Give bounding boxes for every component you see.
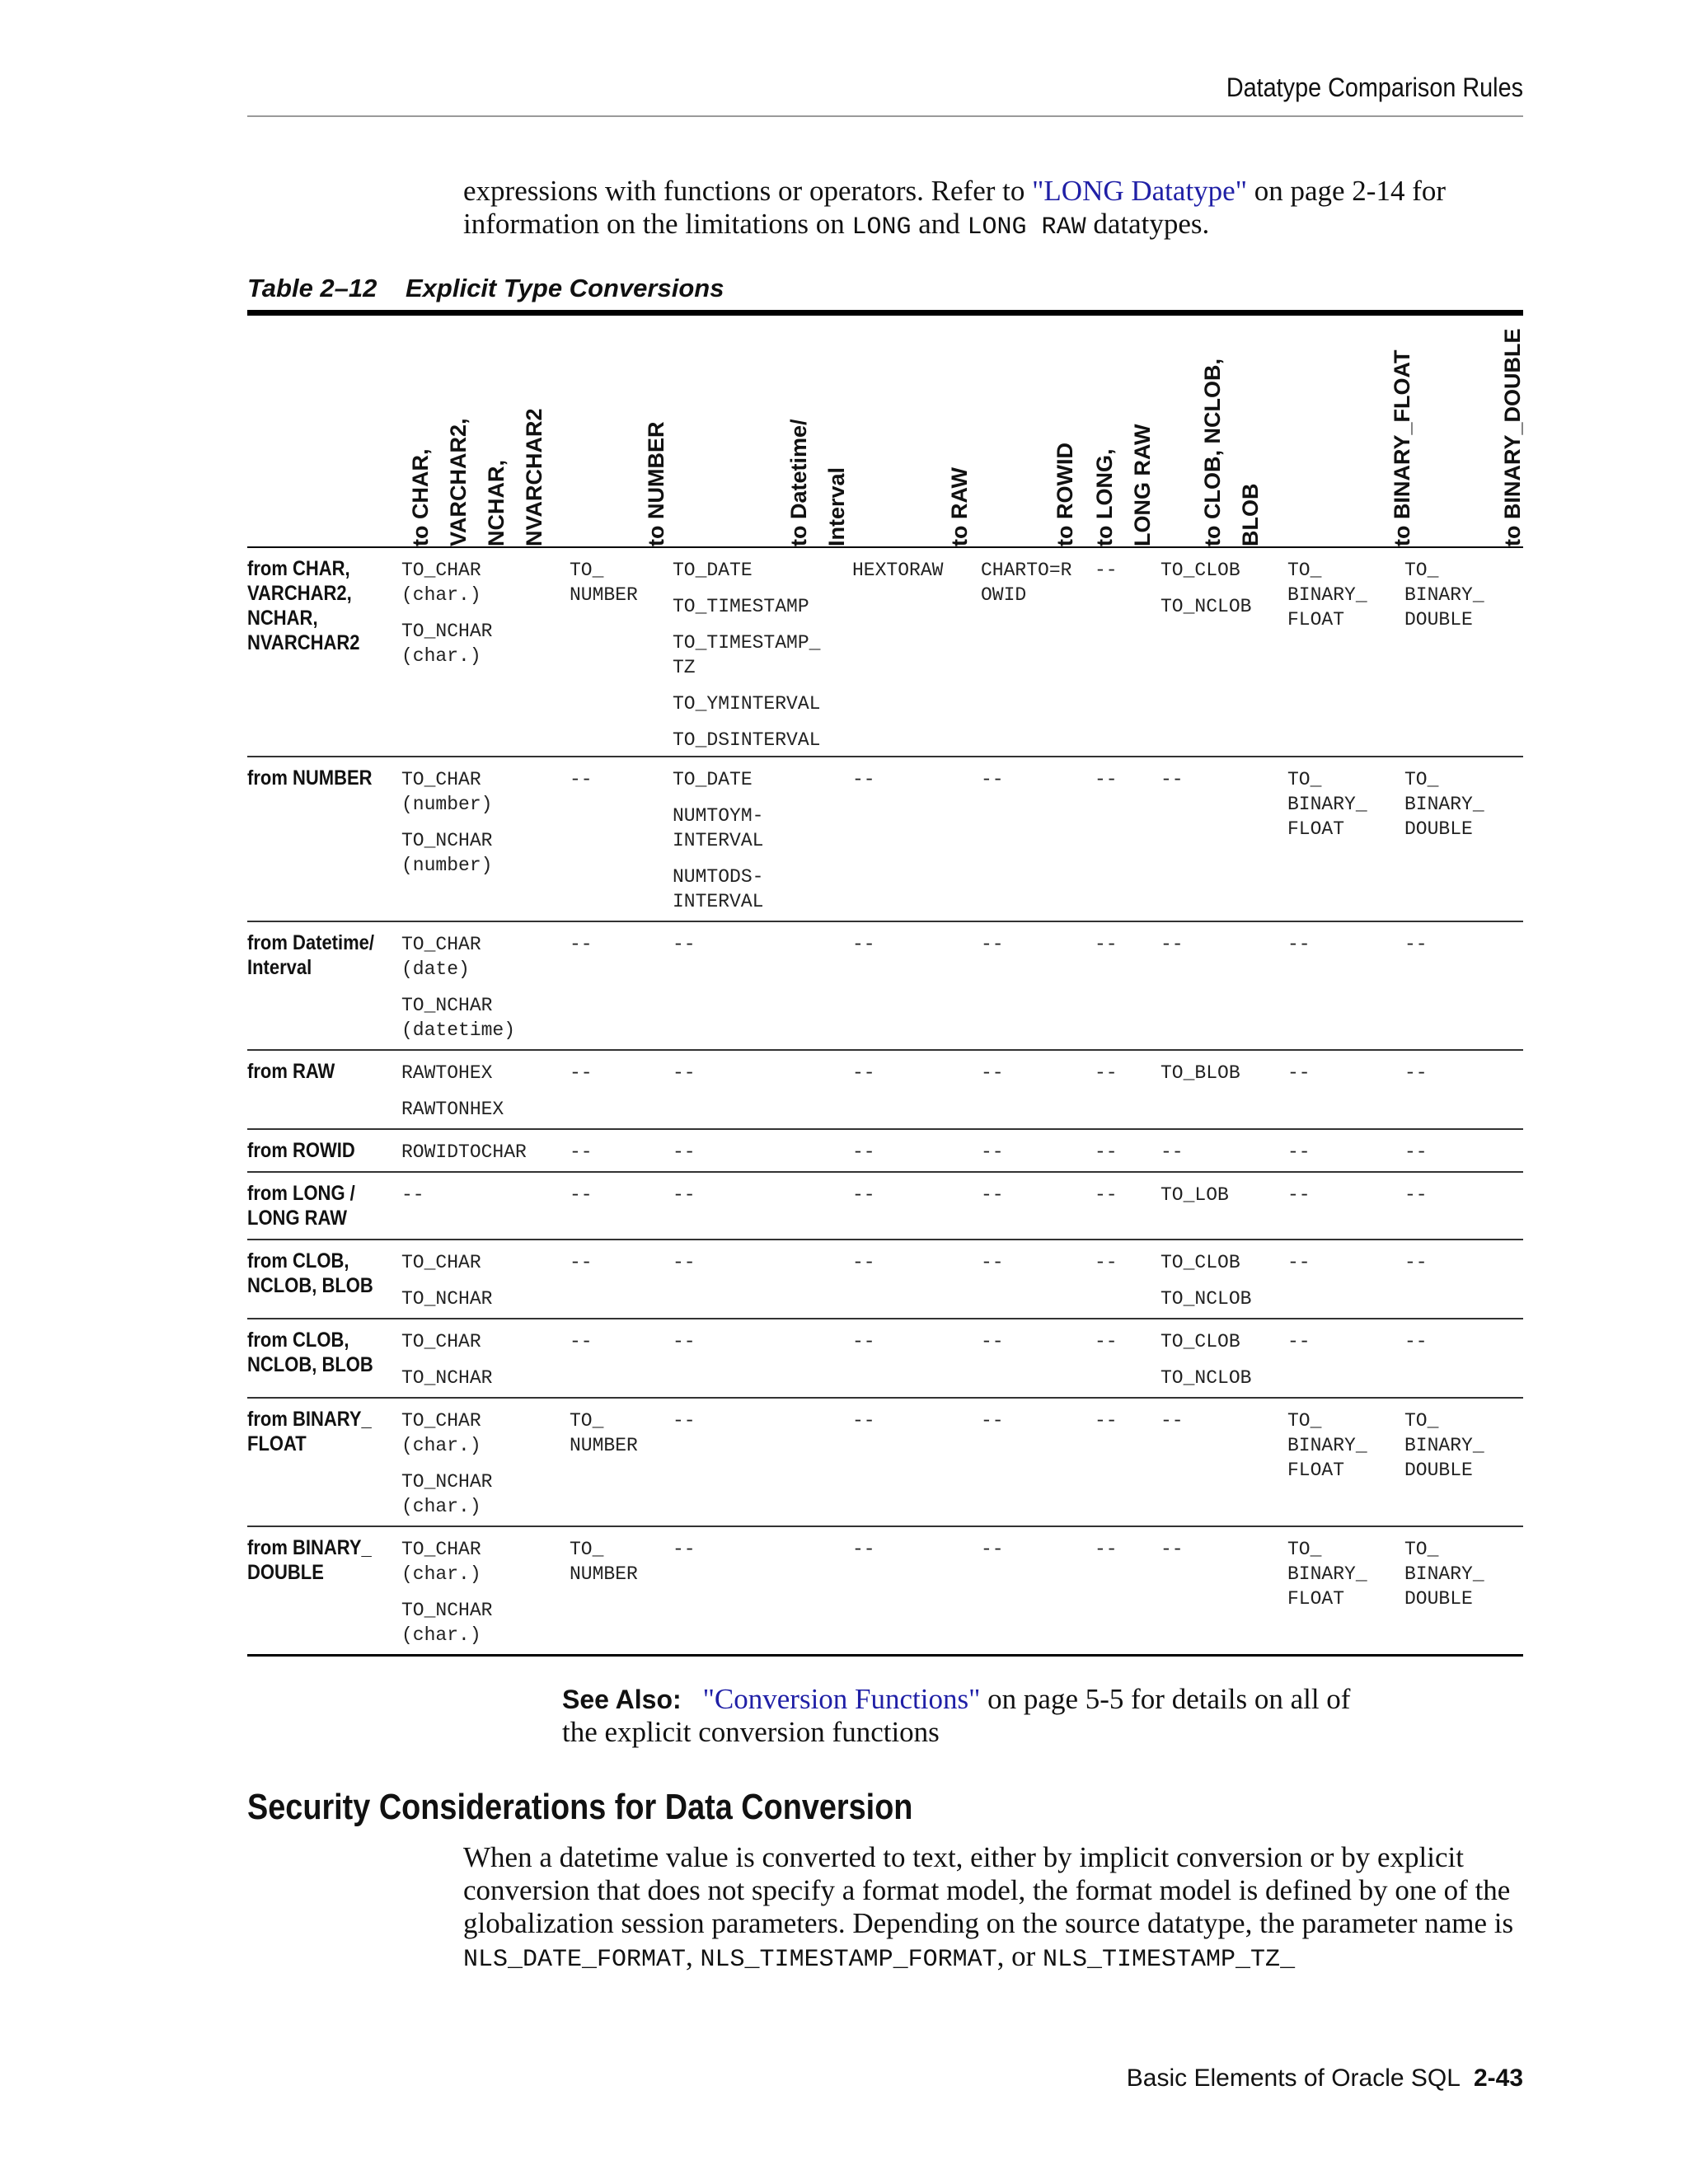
table-cell bbox=[1095, 1250, 1118, 1286]
column-header-label bbox=[780, 419, 856, 546]
table-row bbox=[247, 548, 1523, 757]
table-cell bbox=[570, 1183, 593, 1219]
table-cell bbox=[1095, 1061, 1118, 1097]
table-cell bbox=[673, 767, 763, 926]
table-cell bbox=[1160, 767, 1184, 804]
column-header-line: Interval bbox=[824, 466, 849, 546]
see-also-note bbox=[562, 1683, 1386, 1749]
row-header bbox=[247, 930, 377, 980]
column-header-label bbox=[637, 422, 675, 546]
row-header bbox=[247, 1181, 377, 1230]
function-name: -- bbox=[1095, 934, 1118, 955]
function-name: -- bbox=[1287, 1331, 1311, 1352]
row-header-line: from NUMBER bbox=[247, 766, 373, 790]
column-header-label bbox=[940, 467, 978, 546]
function-name: -- bbox=[852, 1184, 875, 1206]
table-top-rule bbox=[247, 310, 1523, 316]
table-cell bbox=[673, 1329, 696, 1366]
table-cell bbox=[1160, 1329, 1251, 1402]
conversion-functions-link[interactable]: "Conversion Functions" bbox=[702, 1683, 981, 1715]
table-row bbox=[247, 1130, 1523, 1173]
table-cell bbox=[570, 932, 593, 968]
table-cell bbox=[1287, 1061, 1311, 1097]
function-name: ROWIDTOCHAR bbox=[401, 1141, 527, 1163]
function-name: TO_CHAR (char.) bbox=[401, 1410, 481, 1456]
long-datatype-link[interactable]: "LONG Datatype" bbox=[1032, 175, 1247, 207]
table-cell bbox=[852, 558, 943, 594]
table-cell bbox=[981, 1183, 1004, 1219]
row-header-line: from RAW bbox=[247, 1060, 335, 1083]
column-header-line: to Datetime/ bbox=[786, 419, 811, 546]
table-cell bbox=[673, 1250, 696, 1286]
column-header-line: NCHAR, bbox=[484, 460, 509, 546]
row-header bbox=[247, 766, 377, 790]
table-cell bbox=[1287, 932, 1311, 968]
function-name: -- bbox=[673, 1062, 696, 1084]
function-name: TO_NCLOB bbox=[1160, 1288, 1252, 1310]
table-cell bbox=[981, 932, 1004, 968]
table-row bbox=[247, 1051, 1523, 1130]
table-cell bbox=[401, 1329, 492, 1402]
function-name: HEXTORAW bbox=[852, 560, 944, 581]
table-cell bbox=[981, 1537, 1004, 1573]
row-header-line: FLOAT bbox=[247, 1432, 307, 1455]
table-row bbox=[247, 1319, 1523, 1399]
function-name: -- bbox=[673, 1539, 696, 1560]
table-cell bbox=[401, 1183, 424, 1219]
table-cell bbox=[1160, 1250, 1251, 1323]
column-header-line: to LONG, bbox=[1092, 448, 1117, 546]
function-name: -- bbox=[673, 1331, 696, 1352]
column-header-line: LONG RAW bbox=[1130, 424, 1155, 546]
column-header-label bbox=[1085, 424, 1161, 547]
function-name: -- bbox=[570, 769, 593, 790]
table-cell bbox=[401, 1408, 492, 1530]
conversion-table-body bbox=[247, 548, 1523, 1657]
table-cell bbox=[1095, 1329, 1118, 1366]
column-header-label bbox=[1046, 443, 1084, 546]
function-name: -- bbox=[981, 1184, 1004, 1206]
table-cell bbox=[1287, 1329, 1311, 1366]
table-cell bbox=[1095, 767, 1118, 804]
column-header-line: to BINARY_FLOAT bbox=[1390, 349, 1414, 546]
function-name: TO_NCLOB bbox=[1160, 1367, 1252, 1389]
row-header-line: NCHAR, bbox=[247, 607, 318, 630]
page-number: 2-43 bbox=[1473, 2064, 1523, 2092]
security-code: NLS_DATE_FORMAT bbox=[463, 1946, 687, 1974]
table-cell bbox=[673, 1537, 696, 1573]
table-cell bbox=[981, 1061, 1004, 1097]
function-name: TO_CHAR (char.) bbox=[401, 1539, 481, 1585]
function-name: -- bbox=[1095, 1184, 1118, 1206]
function-name: -- bbox=[673, 1252, 696, 1273]
function-name: -- bbox=[981, 1410, 1004, 1432]
function-name: TO_ BINARY_ FLOAT bbox=[1287, 1539, 1367, 1610]
row-header-line: from LONG / bbox=[247, 1182, 355, 1205]
intro-code: LONG RAW bbox=[967, 213, 1086, 241]
function-name: -- bbox=[1095, 769, 1118, 790]
function-name: -- bbox=[1404, 1252, 1428, 1273]
function-name: -- bbox=[1287, 1062, 1311, 1084]
see-also-label: See Also: bbox=[562, 1685, 682, 1714]
table-cell bbox=[1404, 767, 1484, 853]
function-name: TO_CHAR bbox=[401, 1331, 481, 1352]
intro-text: datatypes. bbox=[1085, 208, 1210, 240]
intro-paragraph bbox=[463, 175, 1526, 244]
table-cell bbox=[852, 1537, 875, 1573]
table-cell bbox=[673, 1140, 696, 1176]
table-cell bbox=[1095, 1537, 1118, 1573]
row-header-line: DOUBLE bbox=[247, 1561, 324, 1584]
function-name: TO_ NUMBER bbox=[570, 560, 638, 606]
function-name: TO_LOB bbox=[1160, 1184, 1229, 1206]
column-header-line: to CHAR, bbox=[408, 448, 433, 546]
function-name: -- bbox=[852, 934, 875, 955]
function-name: -- bbox=[1287, 1252, 1311, 1273]
function-name: -- bbox=[1095, 1331, 1118, 1352]
table-cell bbox=[401, 767, 492, 889]
column-header-label bbox=[1493, 328, 1531, 546]
page-footer bbox=[907, 2064, 1523, 2093]
row-header-line: NCLOB, BLOB bbox=[247, 1353, 373, 1376]
table-cell bbox=[1287, 1537, 1367, 1623]
function-name: -- bbox=[673, 934, 696, 955]
function-name: -- bbox=[852, 1410, 875, 1432]
row-header-line: NVARCHAR2 bbox=[247, 631, 360, 654]
function-name: TO_ BINARY_ DOUBLE bbox=[1404, 769, 1484, 840]
row-header bbox=[247, 1059, 377, 1084]
table-row bbox=[247, 1240, 1523, 1319]
table-cell bbox=[981, 558, 1071, 619]
function-name: NUMTOYM- INTERVAL bbox=[673, 805, 764, 851]
running-head: Datatype Comparison Rules bbox=[1226, 73, 1523, 102]
column-header-line: to RAW bbox=[947, 467, 972, 546]
header-divider bbox=[247, 115, 1523, 117]
function-name: TO_ NUMBER bbox=[570, 1410, 638, 1456]
intro-text: and bbox=[911, 208, 968, 240]
table-cell bbox=[852, 1061, 875, 1097]
function-name: TO_DATE bbox=[673, 560, 753, 581]
function-name: TO_NCHAR bbox=[401, 1288, 493, 1310]
table-cell bbox=[673, 1183, 696, 1219]
function-name: -- bbox=[852, 1062, 875, 1084]
function-name: TO_NCHAR bbox=[401, 1367, 493, 1389]
function-name: TO_NCLOB bbox=[1160, 596, 1252, 617]
table-cell bbox=[1287, 1250, 1311, 1286]
row-header bbox=[247, 1328, 377, 1377]
function-name: -- bbox=[852, 1141, 875, 1163]
footer-title: Basic Elements of Oracle SQL bbox=[1126, 2064, 1461, 2092]
column-header-line: to ROWID bbox=[1053, 443, 1077, 546]
function-name: TO_CHAR (date) bbox=[401, 934, 481, 980]
table-caption-label: Table 2–12 bbox=[247, 274, 377, 302]
function-name: CHARTO=R OWID bbox=[981, 560, 1072, 606]
row-header-line: from Datetime/ bbox=[247, 931, 375, 954]
table-cell bbox=[1404, 932, 1428, 968]
table-cell bbox=[570, 1329, 593, 1366]
row-header bbox=[247, 1535, 377, 1585]
function-name: -- bbox=[981, 1331, 1004, 1352]
section-heading: Security Considerations for Data Conversion bbox=[247, 1787, 913, 1827]
function-name: RAWTONHEX bbox=[401, 1099, 504, 1120]
function-name: -- bbox=[1404, 1062, 1428, 1084]
security-text: , bbox=[686, 1940, 701, 1972]
table-cell bbox=[1095, 932, 1118, 968]
table-cell bbox=[1404, 1537, 1484, 1623]
function-name: -- bbox=[852, 1539, 875, 1560]
function-name: TO_TIMESTAMP bbox=[673, 596, 809, 617]
function-name: -- bbox=[570, 1331, 593, 1352]
row-header-line: from CLOB, bbox=[247, 1249, 349, 1272]
row-header-line: Interval bbox=[247, 956, 312, 979]
function-name: TO_BLOB bbox=[1160, 1062, 1240, 1084]
row-header bbox=[247, 1249, 377, 1298]
table-cell bbox=[673, 1061, 696, 1097]
row-header-line: NCLOB, BLOB bbox=[247, 1274, 373, 1297]
column-header-line: BLOB bbox=[1238, 483, 1263, 546]
table-cell bbox=[1287, 558, 1367, 644]
table-cell bbox=[981, 767, 1004, 804]
table-row bbox=[247, 1399, 1523, 1527]
function-name: TO_CHAR (number) bbox=[401, 769, 493, 815]
table-cell bbox=[852, 1183, 875, 1219]
see-also-text: on page 5-5 for details on all of the explicit conversion functions bbox=[562, 1683, 1351, 1748]
row-header-line: from CHAR, bbox=[247, 557, 350, 580]
table-cell bbox=[401, 932, 515, 1054]
row-header bbox=[247, 1407, 377, 1456]
function-name: -- bbox=[673, 1410, 696, 1432]
row-header bbox=[247, 1138, 377, 1163]
function-name: NUMTODS- INTERVAL bbox=[673, 866, 764, 912]
function-name: -- bbox=[1287, 1184, 1311, 1206]
function-name: -- bbox=[1095, 1410, 1118, 1432]
function-name: -- bbox=[1160, 1539, 1184, 1560]
function-name: TO_NCHAR (char.) bbox=[401, 621, 493, 667]
function-name: TO_NCHAR (char.) bbox=[401, 1471, 493, 1517]
function-name: TO_NCHAR (number) bbox=[401, 830, 493, 876]
table-cell bbox=[1287, 1183, 1311, 1219]
row-header-line: from BINARY_ bbox=[247, 1408, 372, 1431]
function-name: -- bbox=[401, 1184, 424, 1206]
function-name: -- bbox=[1287, 934, 1311, 955]
function-name: TO_ BINARY_ DOUBLE bbox=[1404, 560, 1484, 630]
table-cell bbox=[401, 558, 492, 680]
table-cell bbox=[1160, 1537, 1184, 1573]
security-text: When a datetime value is converted to text, either by implicit conversion or by explicit conversion that does not specify a format model, the format model is defined by one of the globalization session parameters. Depending on the source datatype, the parameter name is bbox=[463, 1841, 1514, 1939]
row-header-line: from ROWID bbox=[247, 1139, 355, 1162]
function-name: -- bbox=[1160, 769, 1184, 790]
table-cell bbox=[1160, 558, 1251, 630]
function-name: TO_DATE bbox=[673, 769, 753, 790]
function-name: -- bbox=[1095, 1062, 1118, 1084]
table-cell bbox=[570, 1408, 638, 1469]
column-header-label bbox=[1383, 350, 1421, 546]
table-row bbox=[247, 1527, 1523, 1657]
column-header-line: to CLOB, NCLOB, bbox=[1200, 359, 1225, 546]
table-cell bbox=[981, 1329, 1004, 1366]
function-name: -- bbox=[1404, 934, 1428, 955]
table-cell bbox=[1404, 1250, 1428, 1286]
function-name: -- bbox=[1095, 1141, 1118, 1163]
table-cell bbox=[673, 932, 696, 968]
function-name: TO_NCHAR (datetime) bbox=[401, 995, 516, 1041]
column-header bbox=[940, 299, 972, 546]
function-name: TO_YMINTERVAL bbox=[673, 693, 821, 715]
column-header-line: to NUMBER bbox=[644, 421, 668, 546]
function-name: -- bbox=[1095, 560, 1118, 581]
column-header bbox=[1493, 299, 1525, 546]
function-name: TO_TIMESTAMP_ TZ bbox=[673, 632, 821, 678]
column-header-line: VARCHAR2, bbox=[446, 418, 471, 546]
table-cell bbox=[852, 767, 875, 804]
table-cell bbox=[570, 1140, 593, 1176]
table-cell bbox=[852, 1250, 875, 1286]
table-cell bbox=[673, 558, 820, 764]
table-cell bbox=[401, 1061, 504, 1133]
column-header bbox=[1193, 299, 1263, 546]
function-name: -- bbox=[673, 1184, 696, 1206]
function-name: -- bbox=[1160, 1141, 1184, 1163]
table-cell bbox=[1404, 1183, 1428, 1219]
function-name: TO_CLOB bbox=[1160, 1331, 1240, 1352]
table-cell bbox=[673, 1408, 696, 1445]
function-name: -- bbox=[1404, 1184, 1428, 1206]
function-name: TO_ BINARY_ DOUBLE bbox=[1404, 1410, 1484, 1481]
row-header-line: from CLOB, bbox=[247, 1329, 349, 1352]
table-cell bbox=[401, 1537, 492, 1659]
row-header-line: VARCHAR2, bbox=[247, 582, 352, 605]
function-name: TO_ BINARY_ FLOAT bbox=[1287, 560, 1367, 630]
table-cell bbox=[1095, 558, 1118, 594]
security-code: NLS_TIMESTAMP_FORMAT bbox=[700, 1946, 997, 1974]
intro-code: LONG bbox=[851, 213, 912, 241]
function-name: -- bbox=[1404, 1331, 1428, 1352]
table-caption-title: Explicit Type Conversions bbox=[406, 274, 724, 302]
table-cell bbox=[1160, 1408, 1184, 1445]
table-cell bbox=[1160, 1183, 1229, 1219]
function-name: TO_ BINARY_ DOUBLE bbox=[1404, 1539, 1484, 1610]
intro-text: on page 2-14 for information on the limitations on bbox=[463, 175, 1447, 240]
function-name: -- bbox=[981, 1062, 1004, 1084]
function-name: TO_CHAR bbox=[401, 1252, 481, 1273]
security-text: , or bbox=[996, 1940, 1043, 1972]
function-name: TO_ NUMBER bbox=[570, 1539, 638, 1585]
table-cell bbox=[981, 1250, 1004, 1286]
table-cell bbox=[852, 1140, 875, 1176]
table-cell bbox=[852, 1329, 875, 1366]
function-name: -- bbox=[673, 1141, 696, 1163]
table-cell bbox=[1287, 767, 1367, 853]
column-header bbox=[780, 299, 849, 546]
function-name: -- bbox=[1095, 1252, 1118, 1273]
column-header bbox=[1046, 299, 1077, 546]
table-column-headers bbox=[247, 316, 1523, 546]
function-name: -- bbox=[981, 1539, 1004, 1560]
function-name: -- bbox=[570, 1184, 593, 1206]
security-paragraph bbox=[463, 1841, 1531, 1976]
table-cell bbox=[1287, 1408, 1367, 1494]
table-cell bbox=[570, 1250, 593, 1286]
row-header-line: LONG RAW bbox=[247, 1207, 347, 1230]
table-cell bbox=[981, 1140, 1004, 1176]
table-cell bbox=[981, 1408, 1004, 1445]
function-name: -- bbox=[852, 1331, 875, 1352]
function-name: TO_NCHAR (char.) bbox=[401, 1600, 493, 1646]
table-cell bbox=[1095, 1140, 1118, 1176]
table-cell bbox=[1160, 1140, 1184, 1176]
table-cell bbox=[852, 932, 875, 968]
function-name: -- bbox=[1287, 1141, 1311, 1163]
table-cell bbox=[401, 1140, 527, 1176]
table-cell bbox=[570, 558, 638, 619]
table-cell bbox=[1287, 1140, 1311, 1176]
table-cell bbox=[1095, 1408, 1118, 1445]
table-cell bbox=[1404, 1329, 1428, 1366]
intro-text: expressions with functions or operators. Refer to bbox=[463, 175, 1033, 207]
table-cell bbox=[1160, 932, 1184, 968]
function-name: -- bbox=[570, 1062, 593, 1084]
table-cell bbox=[1160, 1061, 1240, 1097]
function-name: -- bbox=[570, 934, 593, 955]
table-cell bbox=[570, 767, 593, 804]
function-name: -- bbox=[981, 934, 1004, 955]
function-name: -- bbox=[1160, 934, 1184, 955]
function-name: -- bbox=[981, 1141, 1004, 1163]
function-name: -- bbox=[570, 1252, 593, 1273]
table-cell bbox=[852, 1408, 875, 1445]
table-row bbox=[247, 1173, 1523, 1240]
function-name: -- bbox=[570, 1141, 593, 1163]
function-name: TO_CLOB bbox=[1160, 560, 1240, 581]
table-cell bbox=[401, 1250, 492, 1323]
function-name: -- bbox=[981, 1252, 1004, 1273]
function-name: TO_CHAR (char.) bbox=[401, 560, 481, 606]
function-name: -- bbox=[852, 769, 875, 790]
table-cell bbox=[570, 1537, 638, 1598]
column-header-line: to BINARY_DOUBLE bbox=[1500, 328, 1525, 546]
column-header bbox=[1085, 299, 1155, 546]
table-cell bbox=[1404, 558, 1484, 644]
row-header-line: from BINARY_ bbox=[247, 1536, 372, 1559]
function-name: -- bbox=[1095, 1539, 1118, 1560]
table-cell bbox=[1404, 1140, 1428, 1176]
function-name: RAWTOHEX bbox=[401, 1062, 493, 1084]
column-header-line: NVARCHAR2 bbox=[522, 408, 546, 546]
security-code: NLS_TIMESTAMP_TZ_ bbox=[1043, 1946, 1296, 1974]
function-name: -- bbox=[1160, 1410, 1184, 1432]
function-name: TO_DSINTERVAL bbox=[673, 729, 821, 751]
function-name: -- bbox=[981, 769, 1004, 790]
column-header-label bbox=[1193, 359, 1269, 546]
column-header bbox=[637, 299, 668, 546]
table-cell bbox=[1404, 1061, 1428, 1097]
column-header bbox=[401, 299, 546, 546]
column-header bbox=[1383, 299, 1414, 546]
table-cell bbox=[1095, 1183, 1118, 1219]
function-name: TO_ BINARY_ FLOAT bbox=[1287, 769, 1367, 840]
function-name: -- bbox=[852, 1252, 875, 1273]
function-name: TO_ BINARY_ FLOAT bbox=[1287, 1410, 1367, 1481]
table-row bbox=[247, 757, 1523, 922]
function-name: -- bbox=[1404, 1141, 1428, 1163]
table-row bbox=[247, 922, 1523, 1051]
column-header-label bbox=[401, 408, 553, 546]
table-cell bbox=[1404, 1408, 1484, 1494]
table-cell bbox=[570, 1061, 593, 1097]
function-name: TO_CLOB bbox=[1160, 1252, 1240, 1273]
row-header bbox=[247, 556, 377, 655]
